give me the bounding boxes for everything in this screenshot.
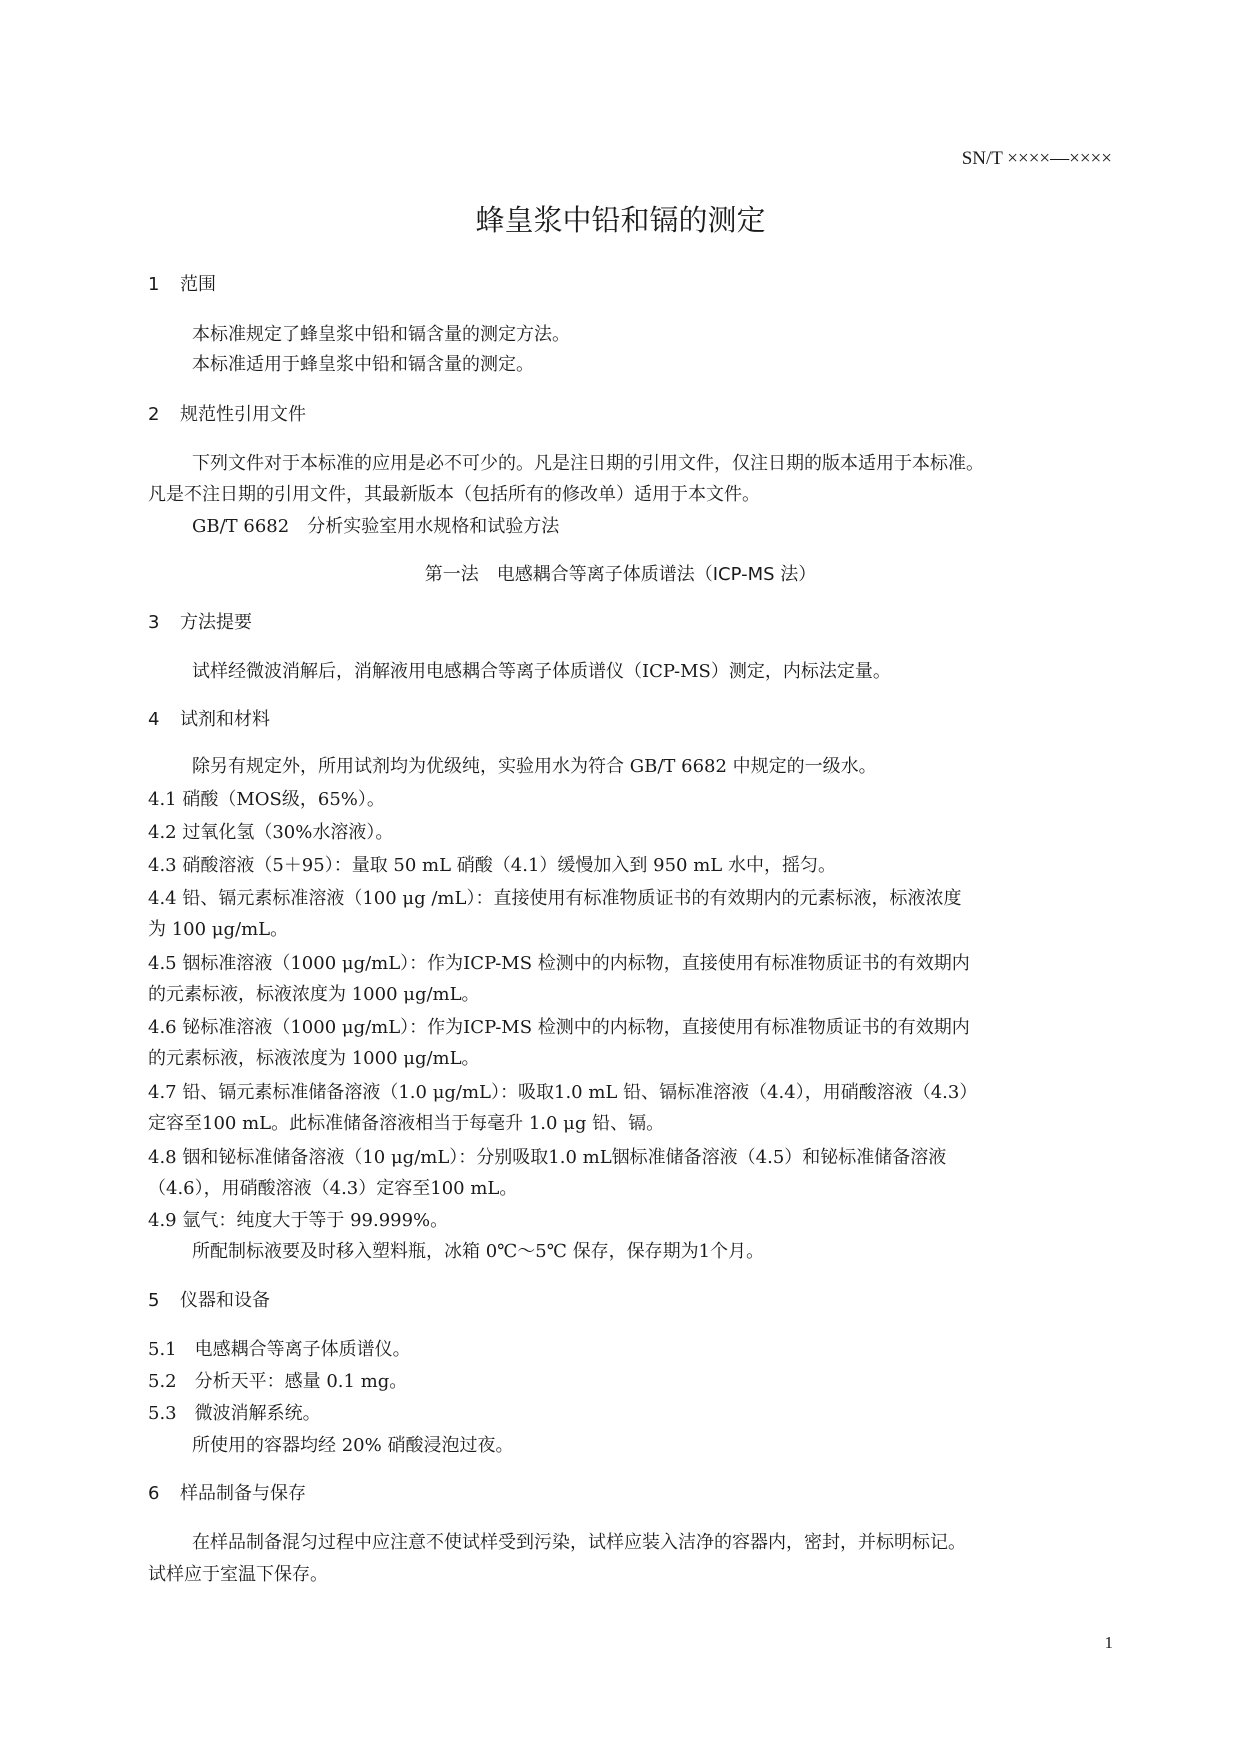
section-number: 3: [148, 612, 160, 633]
section-title: 样品制备与保存: [180, 1483, 306, 1504]
section-4-heading: [148, 705, 270, 731]
list-item: 4.7 铅、镉元素标准储备溶液（1.0 μg/mL）：吸取1.0 mL 铅、镉标准溶液（4.4），用硝酸溶液（4.3）: [148, 1082, 978, 1103]
method-title: 第一法 电感耦合等离子体质谱法（ICP-MS 法）: [424, 564, 817, 585]
list-item-continuation: 定容至100 mL。此标准储备溶液相当于每毫升 1.0 μg 铅、镉。: [148, 1113, 665, 1134]
paragraph: 下列文件对于本标准的应用是必不可少的。凡是注日期的引用文件，仅注日期的版本适用于本标准。: [192, 453, 984, 474]
list-item: 4.3 硝酸溶液（5＋95）：量取 50 mL 硝酸（4.1）缓慢加入到 950 mL 水中，摇匀。: [148, 855, 836, 876]
section-title: 仪器和设备: [180, 1290, 270, 1311]
paragraph: 在样品制备混匀过程中应注意不使试样受到污染，试样应装入洁净的容器内，密封，并标明标记。: [192, 1532, 966, 1553]
section-title: 试剂和材料: [180, 709, 270, 730]
section-title: 方法提要: [180, 612, 252, 633]
list-item-continuation: （4.6），用硝酸溶液（4.3）定容至100 mL。: [148, 1178, 518, 1199]
paragraph: 除另有规定外，所用试剂均为优级纯，实验用水为符合 GB/T 6682 中规定的一级水。: [192, 756, 877, 777]
section-title: 范围: [180, 274, 216, 295]
section-title: 规范性引用文件: [180, 404, 306, 425]
section-number: 2: [148, 404, 160, 425]
paragraph: 试样经微波消解后，消解液用电感耦合等离子体质谱仪（ICP-MS）测定，内标法定量。: [192, 661, 891, 682]
list-item: 4.4 铅、镉元素标准溶液（100 μg /mL）：直接使用有标准物质证书的有效期内的元素标液，标液浓度: [148, 888, 962, 909]
paragraph-continuation: 试样应于室温下保存。: [148, 1564, 328, 1585]
paragraph-continuation: 凡是不注日期的引用文件，其最新版本（包括所有的修改单）适用于本文件。: [148, 484, 760, 505]
section-2-heading: [148, 400, 306, 426]
list-item: 5.2 分析天平：感量 0.1 mg。: [148, 1371, 408, 1392]
list-item: 4.8 铟和铋标准储备溶液（10 μg/mL）：分别吸取1.0 mL铟标准储备溶液（4.5）和铋标准储备溶液: [148, 1147, 947, 1168]
section-1-heading: [148, 270, 216, 296]
document-code: SN/T ××××—××××: [961, 148, 1112, 169]
section-number: 6: [148, 1483, 160, 1504]
normative-reference: GB/T 6682 分析实验室用水规格和试验方法: [192, 516, 560, 537]
list-item-continuation: 的元素标液，标液浓度为 1000 μg/mL。: [148, 984, 480, 1005]
list-item: 4.2 过氧化氢（30%水溶液）。: [148, 822, 394, 843]
list-item: 4.1 硝酸（MOS级，65%）。: [148, 789, 385, 810]
document-title: 蜂皇浆中铅和镉的测定: [475, 203, 766, 237]
section-6-heading: [148, 1479, 306, 1505]
section-5-heading: [148, 1286, 270, 1312]
list-item-continuation: 为 100 μg/mL。: [148, 919, 289, 940]
list-item: 4.9 氩气：纯度大于等于 99.999%。: [148, 1210, 449, 1231]
paragraph: 本标准适用于蜂皇浆中铅和镉含量的测定。: [192, 354, 534, 375]
paragraph: 所配制标液要及时移入塑料瓶，冰箱 0℃～5℃ 保存，保存期为1个月。: [192, 1241, 765, 1262]
paragraph: 所使用的容器均经 20% 硝酸浸泡过夜。: [192, 1435, 514, 1456]
section-number: 1: [148, 274, 160, 295]
section-3-heading: [148, 608, 252, 634]
list-item: 5.3 微波消解系统。: [148, 1403, 321, 1424]
list-item: 4.6 铋标准溶液（1000 μg/mL）：作为ICP-MS 检测中的内标物，直接使用有标准物质证书的有效期内: [148, 1017, 970, 1038]
page-number: 1: [1104, 1633, 1113, 1652]
list-item-continuation: 的元素标液，标液浓度为 1000 μg/mL。: [148, 1048, 480, 1069]
list-item: 5.1 电感耦合等离子体质谱仪。: [148, 1339, 411, 1360]
list-item: 4.5 铟标准溶液（1000 μg/mL）：作为ICP-MS 检测中的内标物，直接使用有标准物质证书的有效期内: [148, 953, 970, 974]
section-number: 4: [148, 709, 160, 730]
paragraph: 本标准规定了蜂皇浆中铅和镉含量的测定方法。: [192, 324, 570, 345]
section-number: 5: [148, 1290, 160, 1311]
